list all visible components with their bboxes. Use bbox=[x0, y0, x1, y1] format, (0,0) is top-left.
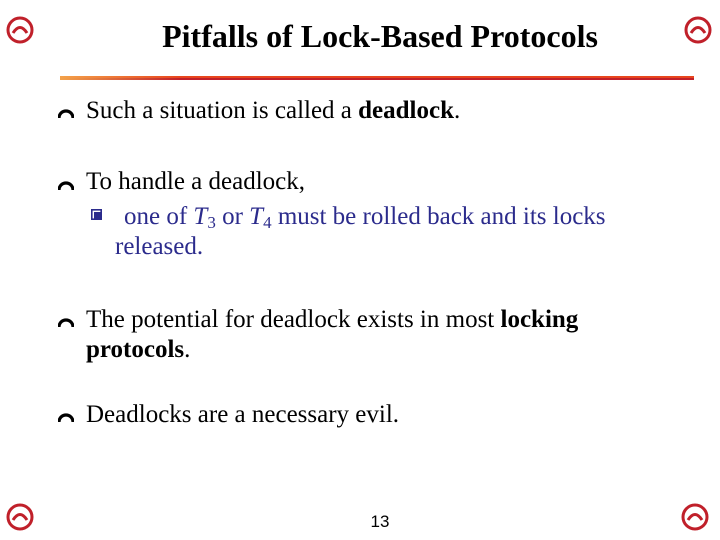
bullet-2-text: To handle a deadlock, bbox=[86, 168, 305, 195]
term-protocols: protocols bbox=[86, 336, 185, 363]
slide-title: Pitfalls of Lock-Based Protocols bbox=[162, 18, 598, 54]
sub-bullet-text: one of $T_3$ or $T_4$ must be rolled back and its locks bbox=[124, 203, 606, 232]
bullet-3-text: The potential for deadlock exists in most locking bbox=[86, 306, 579, 333]
half-circle-bullet-icon bbox=[58, 175, 74, 191]
corner-gear-icon bbox=[681, 503, 709, 531]
sub-bullet-text-line2: released. bbox=[115, 233, 204, 260]
bullet-3-text-line2: protocols. bbox=[86, 336, 191, 363]
page-number: 13 bbox=[370, 512, 390, 531]
corner-gear-icon bbox=[6, 503, 34, 531]
bullet-1-text: Such a situation is called a deadlock. bbox=[86, 97, 461, 124]
half-circle-bullet-icon bbox=[58, 103, 74, 119]
term-deadlock: deadlock bbox=[358, 97, 455, 124]
title-rule bbox=[60, 76, 694, 80]
half-circle-bullet-icon bbox=[58, 407, 74, 423]
half-circle-bullet-icon bbox=[58, 312, 74, 328]
bullet-4-text: Deadlocks are a necessary evil. bbox=[86, 401, 400, 428]
square-bullet-icon bbox=[91, 209, 102, 220]
term-locking: locking bbox=[500, 306, 579, 333]
